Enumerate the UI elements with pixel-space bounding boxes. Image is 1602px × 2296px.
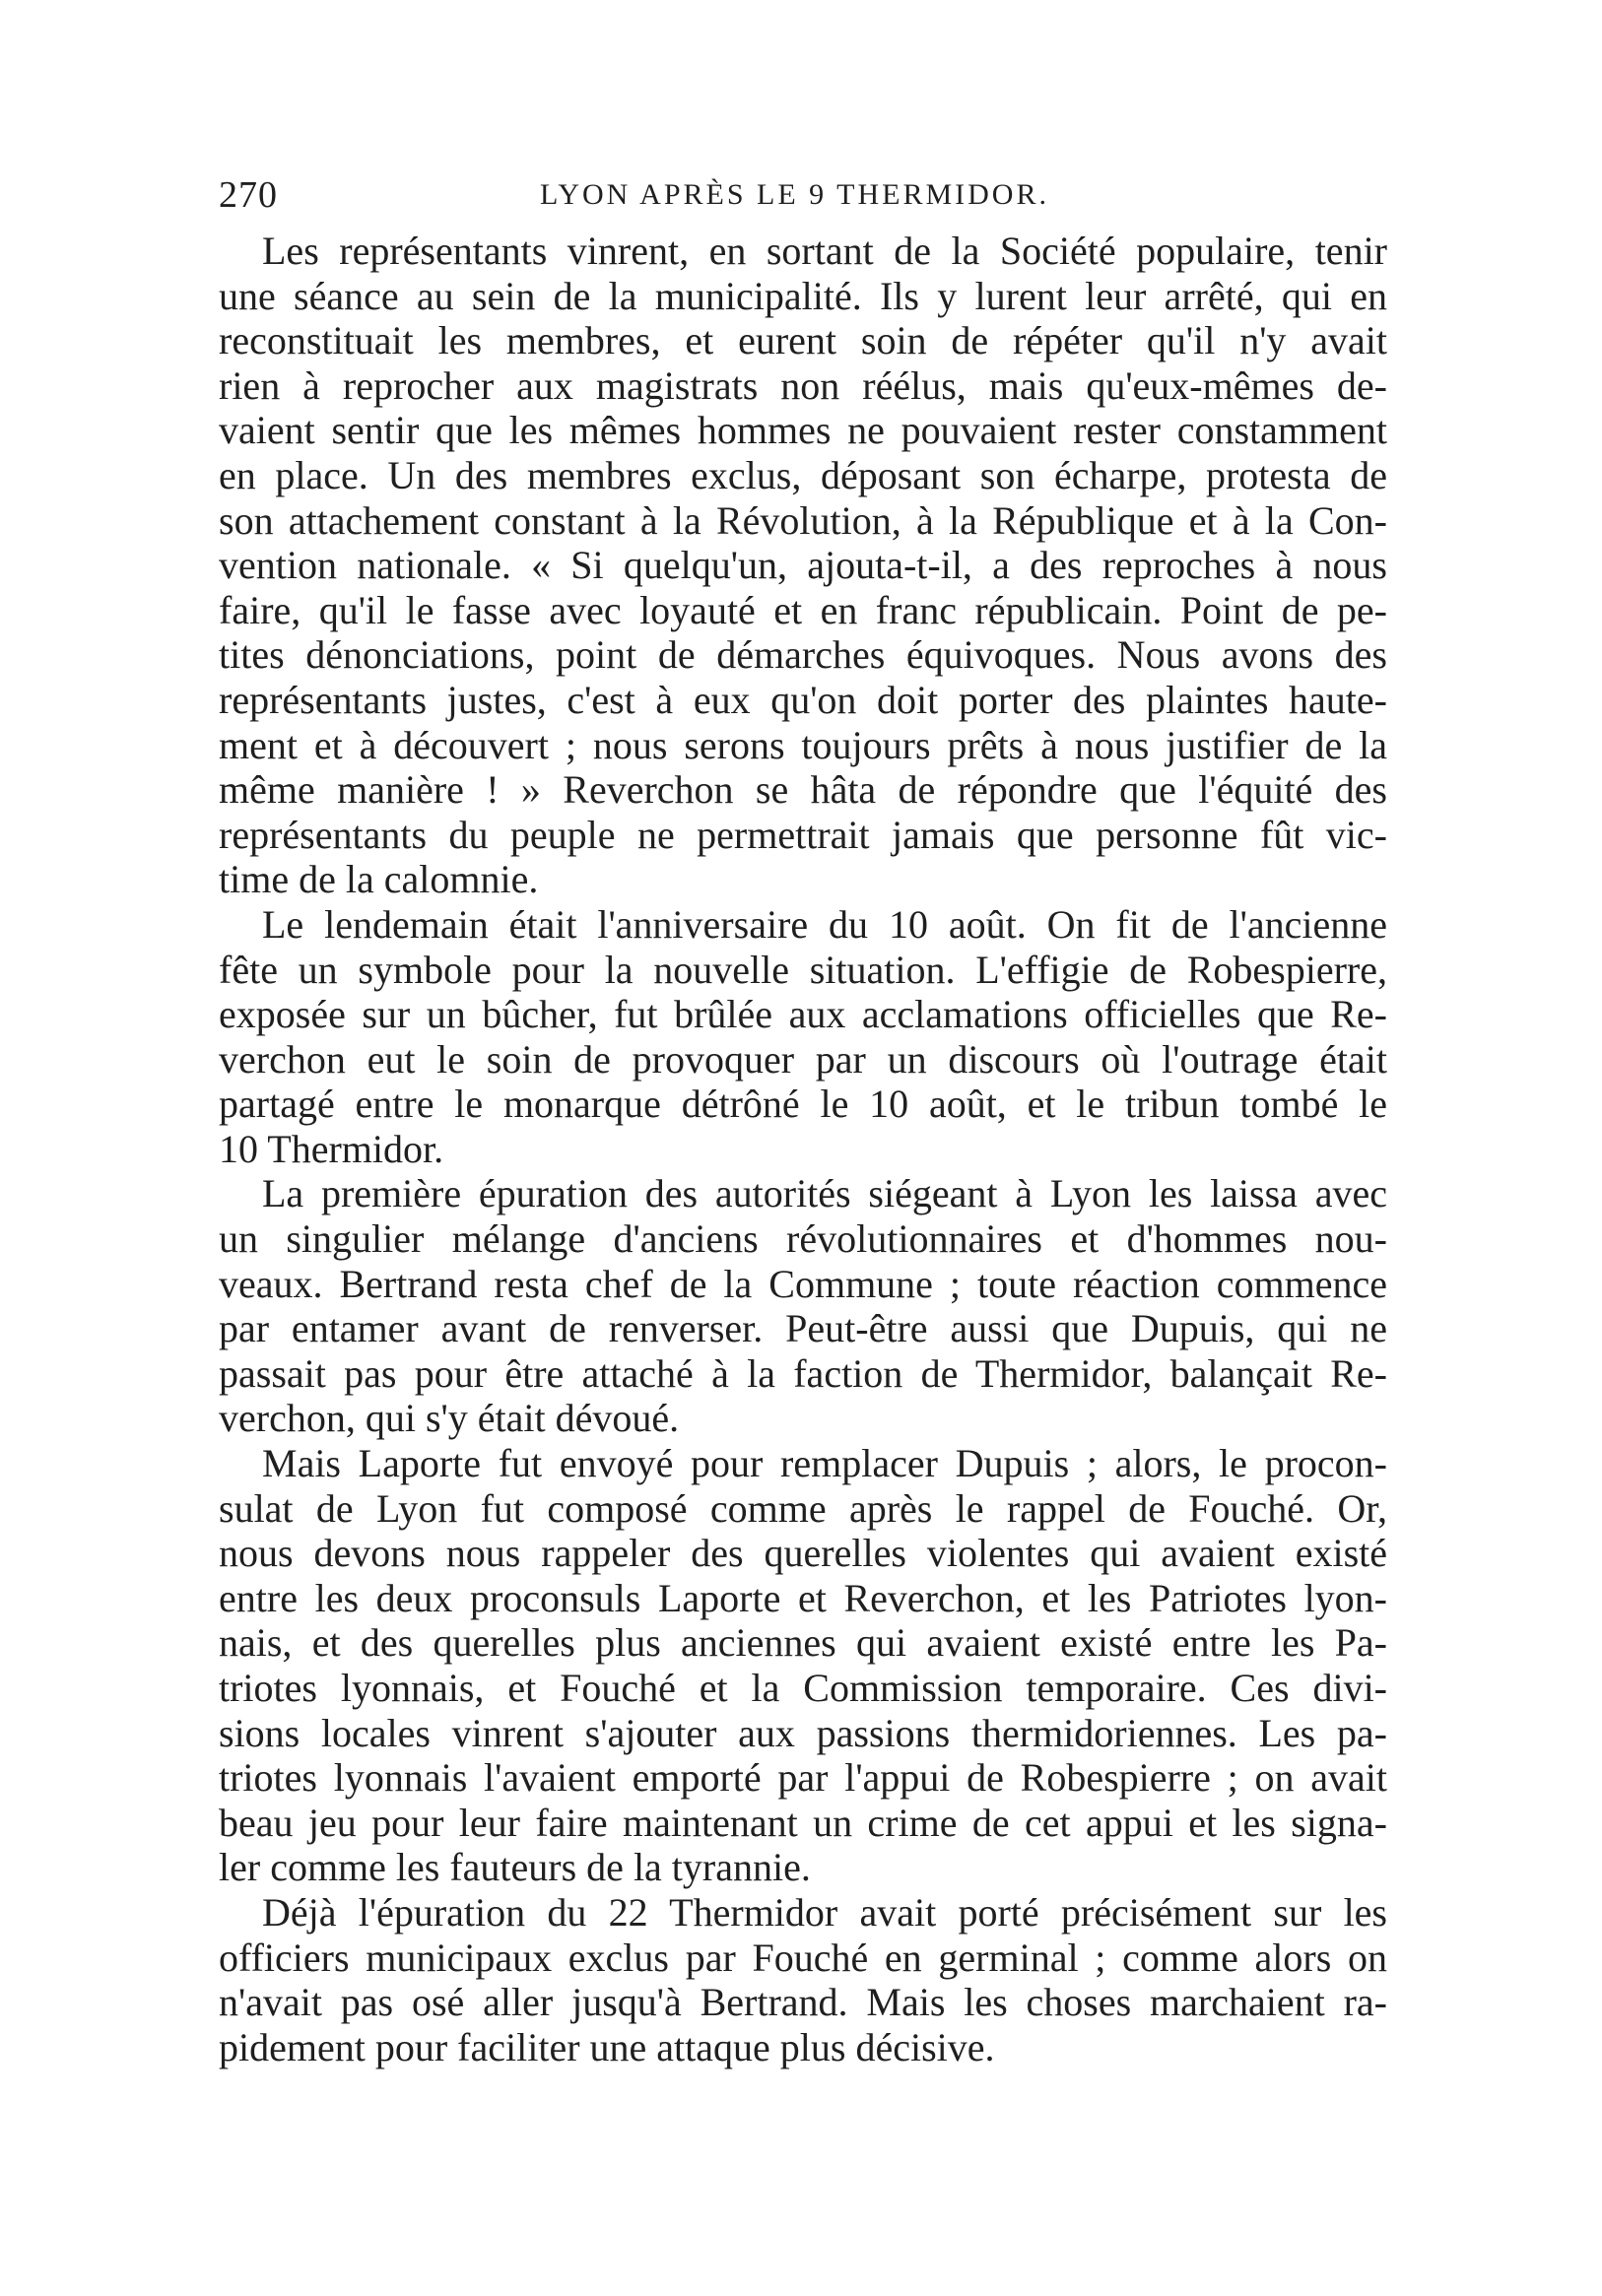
- text-line: time de la calomnie.: [219, 857, 539, 902]
- paragraph: [219, 1890, 1387, 2069]
- paragraph: [219, 229, 1387, 902]
- page-number: 270: [219, 174, 278, 216]
- text-line: même manière ! » Reverchon se hâta de répondre que l'équité des: [219, 767, 1387, 813]
- text-line: un singulier mélange d'anciens révolutionnaires et d'hommes nou-: [219, 1216, 1387, 1262]
- text-line: exposée sur un bûcher, fut brûlée aux acclamations officielles que Re-: [219, 992, 1387, 1037]
- text-line: passait pas pour être attaché à la faction de Thermidor, balançait Re-: [219, 1350, 1387, 1396]
- paragraph: [219, 1171, 1387, 1441]
- text-line: Mais Laporte fut envoyé pour remplacer Dupuis ; alors, le procon-: [262, 1441, 1387, 1486]
- text-line: verchon, qui s'y était dévoué.: [219, 1396, 680, 1441]
- text-line: une séance au sein de la municipalité. Ils y lurent leur arrêté, qui en: [219, 273, 1387, 318]
- text-line: nais, et des querelles plus anciennes qui avaient existé entre les Pa-: [219, 1620, 1387, 1666]
- text-line: tites dénonciations, point de démarches équivoques. Nous avons des: [219, 632, 1387, 678]
- text-line: ler comme les fauteurs de la tyrannie.: [219, 1845, 811, 1890]
- text-line: sions locales vinrent s'ajouter aux passions thermidoriennes. Les pa-: [219, 1710, 1387, 1755]
- text-line: veaux. Bertrand resta chef de la Commune ; toute réaction commence: [219, 1261, 1387, 1306]
- text-line: officiers municipaux exclus par Fouché en germinal ; comme alors on: [219, 1935, 1387, 1980]
- text-line: vention nationale. « Si quelqu'un, ajouta-t-il, a des reproches à nous: [219, 543, 1387, 588]
- running-title: LYON APRÈS LE 9 THERMIDOR.: [540, 178, 1049, 211]
- text-line: nous devons nous rappeler des querelles violentes qui avaient existé: [219, 1531, 1387, 1576]
- text-line: reconstituait les membres, et eurent soin de répéter qu'il n'y avait: [219, 318, 1387, 363]
- text-line: entre les deux proconsuls Laporte et Reverchon, et les Patriotes lyon-: [219, 1575, 1387, 1620]
- body-text: [219, 229, 1387, 2069]
- text-line: verchon eut le soin de provoquer par un discours où l'outrage était: [219, 1036, 1387, 1082]
- text-line: pidement pour faciliter une attaque plus décisive.: [219, 2024, 995, 2069]
- text-line: représentants du peuple ne permettrait jamais que personne fût vic-: [219, 812, 1387, 857]
- paragraph: [219, 1441, 1387, 1890]
- text-line: rien à reprocher aux magistrats non réélus, mais qu'eux-mêmes de-: [219, 362, 1387, 408]
- text-line: La première épuration des autorités siégeant à Lyon les laissa avec: [262, 1171, 1387, 1216]
- text-line: en place. Un des membres exclus, déposant son écharpe, protesta de: [219, 452, 1387, 497]
- page-header: [219, 173, 1401, 223]
- text-line: Le lendemain était l'anniversaire du 10 août. On fit de l'ancienne: [262, 901, 1387, 947]
- text-line: représentants justes, c'est à eux qu'on doit porter des plaintes haute-: [219, 677, 1387, 722]
- text-line: triotes lyonnais l'avaient emporté par l'appui de Robespierre ; on avait: [219, 1755, 1387, 1801]
- text-line: 10 Thermidor.: [219, 1126, 444, 1171]
- text-line: n'avait pas osé aller jusqu'à Bertrand. Mais les choses marchaient ra-: [219, 1980, 1387, 2025]
- text-line: beau jeu pour leur faire maintenant un crime de cet appui et les signa-: [219, 1800, 1387, 1845]
- text-line: vaient sentir que les mêmes hommes ne pouvaient rester constamment: [219, 408, 1387, 453]
- text-line: par entamer avant de renverser. Peut-être aussi que Dupuis, qui ne: [219, 1306, 1387, 1351]
- text-line: sulat de Lyon fut composé comme après le rappel de Fouché. Or,: [219, 1485, 1387, 1531]
- paragraph: [219, 902, 1387, 1172]
- text-line: faire, qu'il le fasse avec loyauté et en franc républicain. Point de pe-: [219, 587, 1387, 632]
- text-line: partagé entre le monarque détrôné le 10 août, et le tribun tombé le: [219, 1082, 1387, 1127]
- text-line: ment et à découvert ; nous serons toujours prêts à nous justifier de la: [219, 722, 1387, 767]
- text-line: son attachement constant à la Révolution, à la République et à la Con-: [219, 497, 1387, 543]
- text-line: fête un symbole pour la nouvelle situation. L'effigie de Robespierre,: [219, 947, 1387, 992]
- text-line: Déjà l'épuration du 22 Thermidor avait porté précisément sur les: [262, 1889, 1387, 1935]
- text-line: triotes lyonnais, et Fouché et la Commission temporaire. Ces divi-: [219, 1666, 1387, 1710]
- text-line: Les représentants vinrent, en sortant de la Société populaire, tenir: [262, 229, 1387, 273]
